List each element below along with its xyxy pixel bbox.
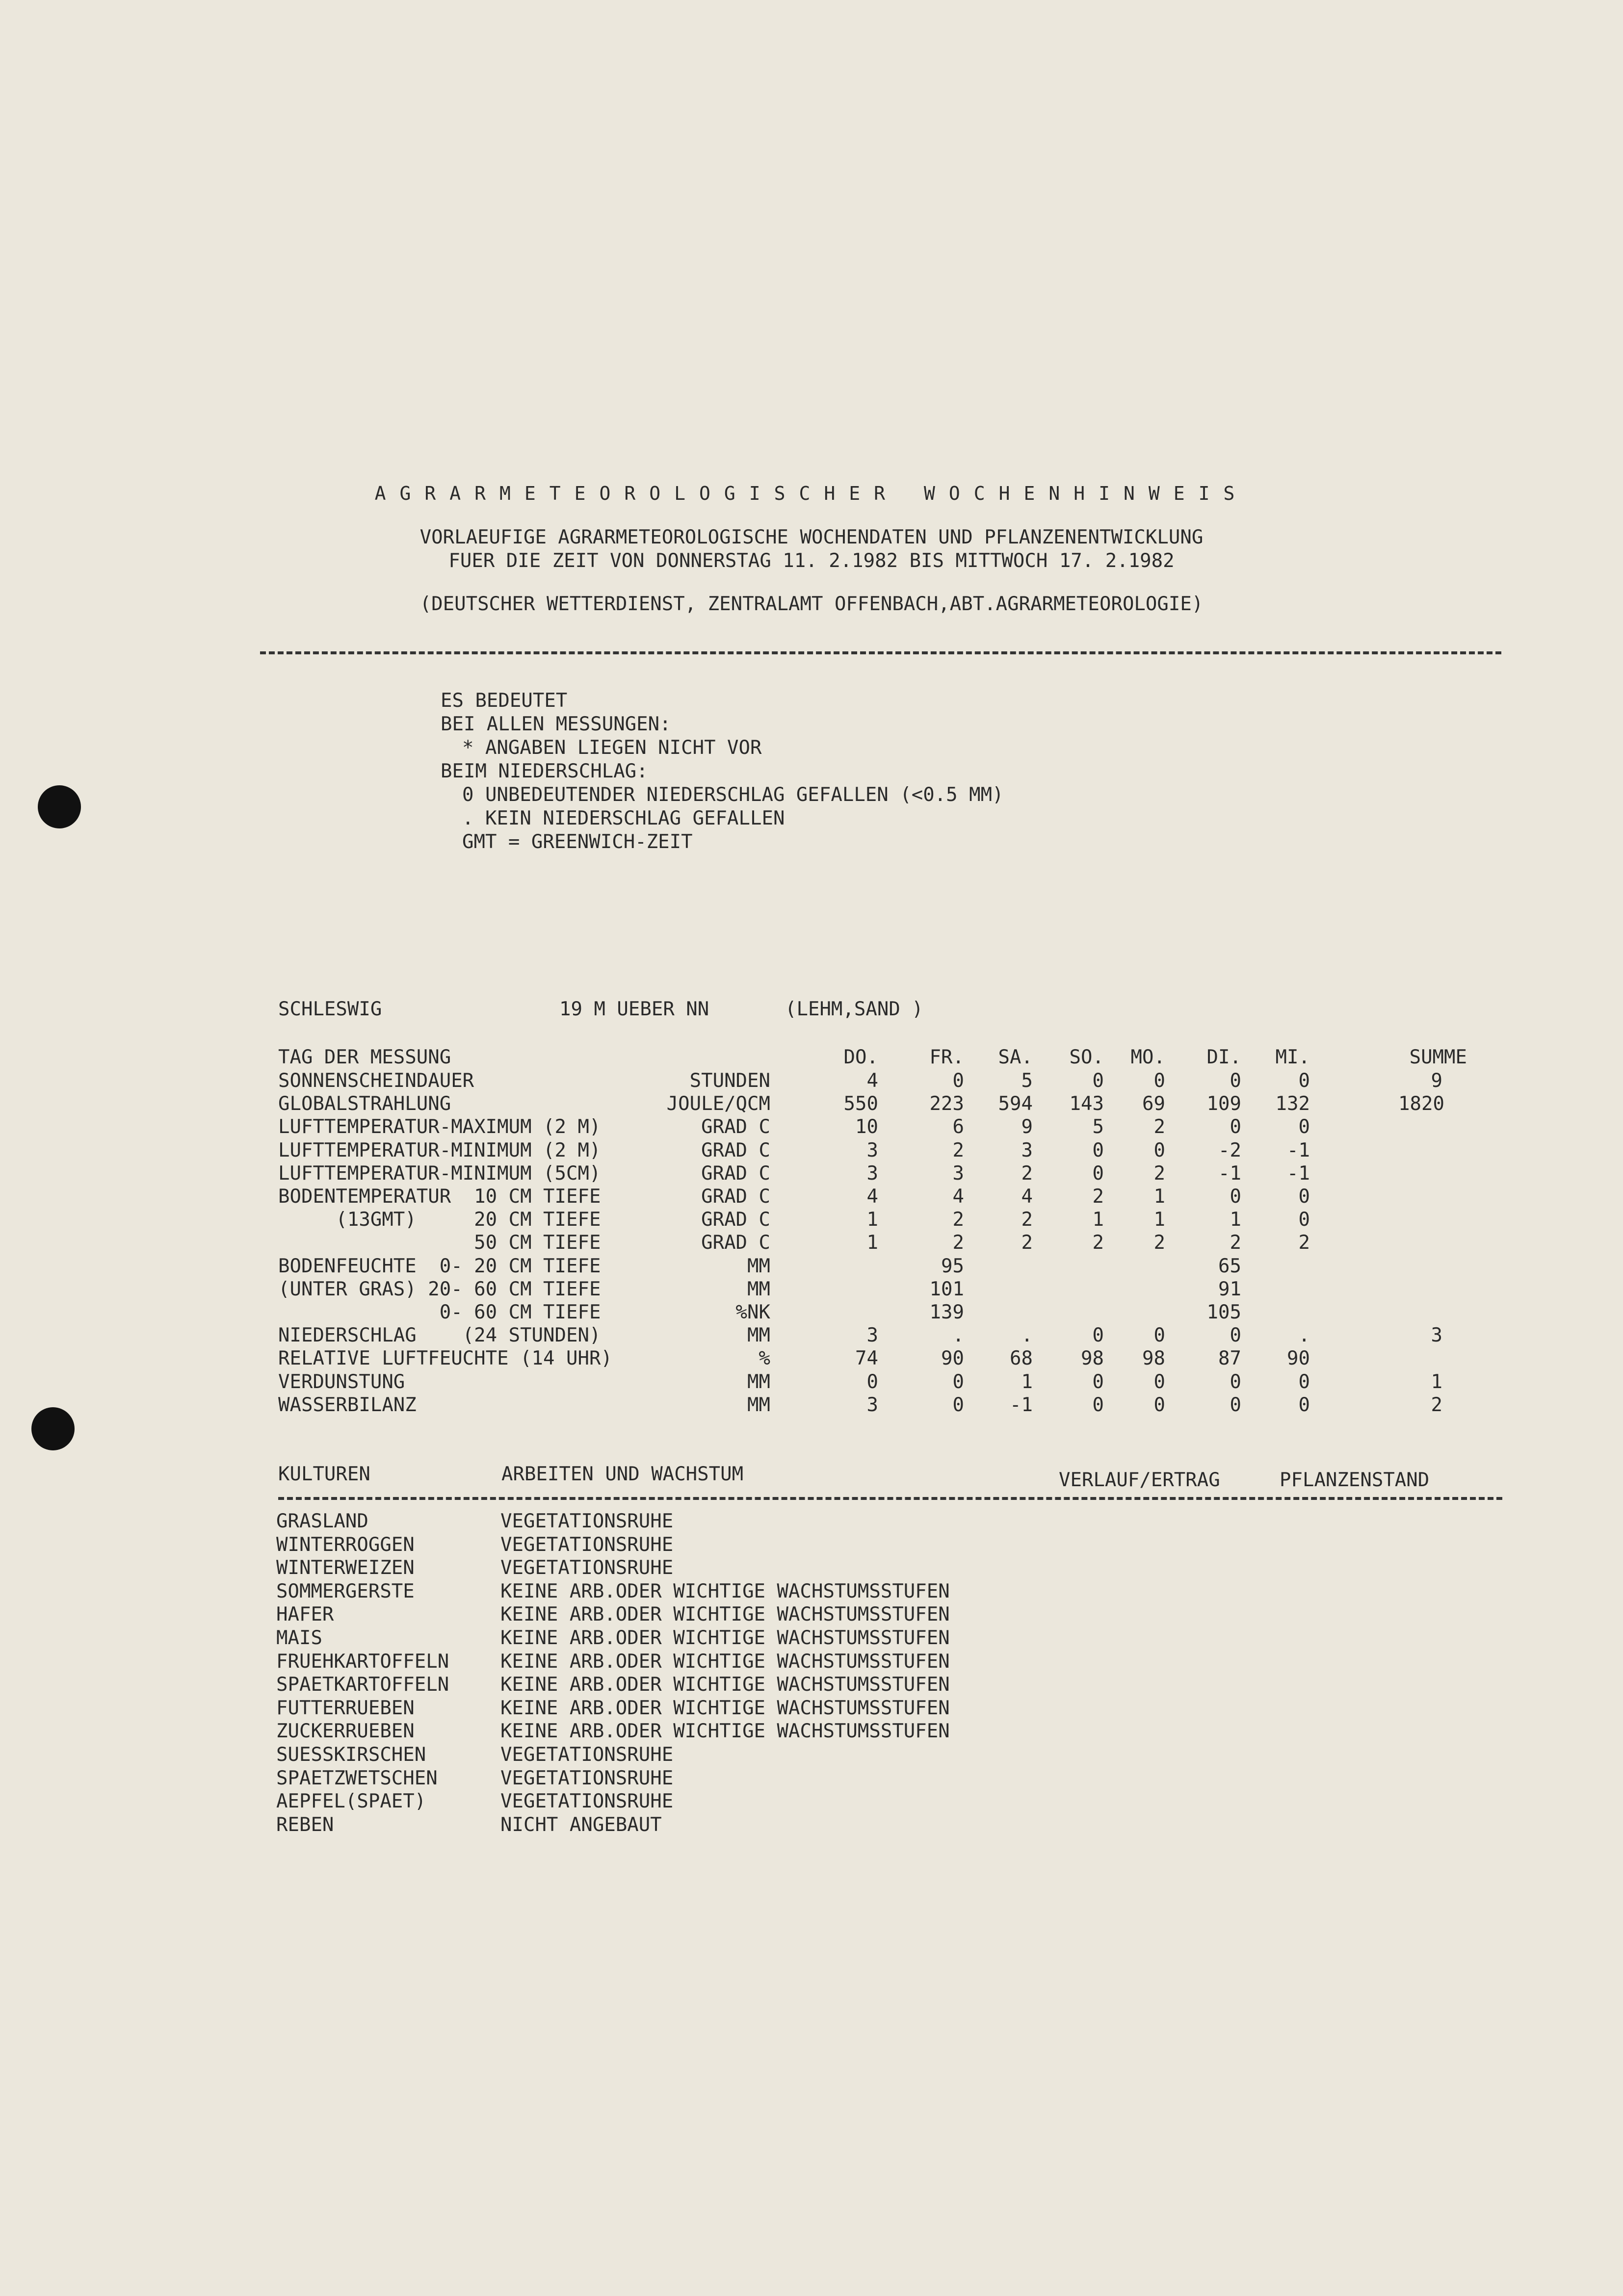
table-cell: 2	[1153, 1116, 1165, 1138]
crop-status: KEINE ARB.ODER WICHTIGE WACHSTUMSSTUFEN	[500, 1650, 950, 1673]
row-label: RELATIVE LUFTFEUCHTE (14 UHR)	[278, 1347, 612, 1370]
legend-line: BEI ALLEN MESSUNGEN:	[441, 713, 671, 735]
table-row	[0, 1370, 1623, 1394]
crop-name: WINTERROGGEN	[276, 1533, 415, 1556]
table-cell: 1	[1021, 1370, 1033, 1393]
table-cell: 90	[941, 1347, 964, 1370]
row-unit: STUNDEN	[689, 1070, 770, 1092]
table-cell: -1	[1218, 1162, 1241, 1185]
crop-name: AEPFEL(SPAET)	[276, 1790, 426, 1813]
row-label: LUFTTEMPERATUR-MINIMUM (5CM)	[278, 1162, 601, 1185]
table-cell: 0	[1092, 1324, 1104, 1347]
crop-name: SPAETZWETSCHEN	[276, 1767, 438, 1789]
table-cell: 0	[1230, 1324, 1241, 1347]
table-cell: 105	[1206, 1301, 1241, 1323]
table-cell: 87	[1218, 1347, 1241, 1370]
crop-status: VEGETATIONSRUHE	[500, 1533, 674, 1556]
punch-hole	[38, 785, 81, 828]
report-period: FUER DIE ZEIT VON DONNERSTAG 11. 2.1982 BIS MITTWOCH 17. 2.1982	[448, 550, 1175, 572]
crops-header-work: ARBEITEN UND WACHSTUM	[501, 1463, 744, 1485]
table-cell: 9	[1021, 1116, 1033, 1138]
crop-status: KEINE ARB.ODER WICHTIGE WACHSTUMSSTUFEN	[500, 1697, 950, 1719]
table-cell: 3	[866, 1393, 878, 1416]
table-cell: 101	[929, 1278, 964, 1300]
crop-name: FUTTERRUEBEN	[276, 1697, 415, 1719]
table-cell: 0	[1153, 1393, 1165, 1416]
crop-status: KEINE ARB.ODER WICHTIGE WACHSTUMSSTUFEN	[500, 1627, 950, 1649]
day-header: MI.	[1275, 1046, 1310, 1068]
table-cell: 69	[1142, 1093, 1165, 1115]
crops-header-yield: VERLAUF/ERTRAG	[1059, 1469, 1220, 1491]
table-cell: 0	[1230, 1186, 1241, 1208]
table-cell: 0	[1230, 1116, 1241, 1138]
table-cell: -1	[1287, 1162, 1310, 1185]
row-unit: %	[759, 1347, 770, 1370]
table-row	[0, 1185, 1623, 1209]
row-unit: GRAD C	[701, 1162, 770, 1185]
table-cell: 2	[1021, 1232, 1033, 1254]
row-label: NIEDERSCHLAG (24 STUNDEN)	[278, 1324, 601, 1347]
list-item	[0, 1626, 1623, 1650]
table-cell: 3	[866, 1162, 878, 1185]
crop-status: NICHT ANGEBAUT	[500, 1813, 662, 1836]
table-cell: 3	[866, 1139, 878, 1161]
table-header-row	[0, 1046, 1623, 1069]
table-cell: 68	[1010, 1347, 1033, 1370]
legend-line: BEIM NIEDERSCHLAG:	[441, 760, 648, 782]
table-row	[0, 1255, 1623, 1278]
crop-name: FRUEHKARTOFFELN	[276, 1650, 449, 1673]
sum-cell: 1	[1431, 1370, 1442, 1393]
table-row	[0, 1092, 1623, 1116]
row-label: BODENTEMPERATUR 10 CM TIEFE	[278, 1186, 601, 1208]
table-cell: 3	[952, 1162, 964, 1185]
crop-status: VEGETATIONSRUHE	[500, 1510, 674, 1532]
legend-line: 0 UNBEDEUTENDER NIEDERSCHLAG GEFALLEN (<0.5 MM)	[462, 784, 1004, 806]
crop-status: VEGETATIONSRUHE	[500, 1790, 674, 1813]
table-cell: 98	[1081, 1347, 1104, 1370]
table-cell: 594	[998, 1093, 1033, 1115]
list-item	[0, 1510, 1623, 1533]
table-cell: 143	[1069, 1093, 1104, 1115]
list-item	[0, 1790, 1623, 1813]
station-height: 19 M UEBER NN	[559, 998, 709, 1020]
table-row	[0, 1139, 1623, 1162]
list-item	[0, 1673, 1623, 1697]
crops-header-stand: PFLANZENSTAND	[1280, 1469, 1430, 1491]
station-name: SCHLESWIG	[278, 998, 382, 1020]
table-cell: 2	[1021, 1209, 1033, 1231]
table-cell: 2	[1298, 1232, 1310, 1254]
table-cell: 91	[1218, 1278, 1241, 1300]
crop-status: KEINE ARB.ODER WICHTIGE WACHSTUMSSTUFEN	[500, 1580, 950, 1602]
legend-line: . KEIN NIEDERSCHLAG GEFALLEN	[462, 807, 785, 829]
crop-status: KEINE ARB.ODER WICHTIGE WACHSTUMSSTUFEN	[500, 1720, 950, 1743]
sum-cell: 9	[1431, 1070, 1442, 1092]
table-cell: 2	[1092, 1186, 1104, 1208]
table-cell: 2	[1153, 1162, 1165, 1185]
crops-header-crop: KULTUREN	[278, 1463, 370, 1485]
table-cell: 95	[941, 1255, 964, 1277]
crop-name: ZUCKERRUEBEN	[276, 1720, 415, 1743]
table-cell: 1	[866, 1209, 878, 1231]
report-issuer: (DEUTSCHER WETTERDIENST, ZENTRALAMT OFFENBACH,ABT.AGRARMETEOROLOGIE)	[419, 593, 1204, 615]
list-item	[0, 1697, 1623, 1720]
row-label: LUFTTEMPERATUR-MAXIMUM (2 M)	[278, 1116, 601, 1138]
row-label: WASSERBILANZ	[278, 1393, 417, 1416]
table-cell: 90	[1287, 1347, 1310, 1370]
table-cell: 65	[1218, 1255, 1241, 1277]
table-cell: 0	[1092, 1370, 1104, 1393]
table-cell: 0	[866, 1370, 878, 1393]
table-cell: 1	[1153, 1186, 1165, 1208]
table-cell: 1	[1153, 1209, 1165, 1231]
row-label: BODENFEUCHTE 0- 20 CM TIEFE	[278, 1255, 601, 1277]
row-label: (UNTER GRAS) 20- 60 CM TIEFE	[278, 1278, 601, 1300]
crop-name: SUESSKIRSCHEN	[276, 1744, 426, 1766]
table-cell: 0	[1153, 1070, 1165, 1092]
day-header: SA.	[998, 1046, 1033, 1068]
table-cell: 0	[952, 1070, 964, 1092]
day-header: DO.	[843, 1046, 878, 1068]
list-item	[0, 1603, 1623, 1626]
table-cell: .	[1021, 1324, 1033, 1347]
crop-status: VEGETATIONSRUHE	[500, 1767, 674, 1789]
table-cell: 0	[1298, 1370, 1310, 1393]
table-row	[0, 1208, 1623, 1232]
table-cell: 2	[952, 1232, 964, 1254]
sum-cell: 1820	[1398, 1093, 1444, 1115]
table-cell: 2	[1153, 1232, 1165, 1254]
row-label: GLOBALSTRAHLUNG	[278, 1093, 451, 1115]
row-label: 50 CM TIEFE	[278, 1232, 601, 1254]
table-row	[0, 1278, 1623, 1301]
row-unit: GRAD C	[701, 1209, 770, 1231]
legend-line: GMT = GREENWICH-ZEIT	[462, 831, 693, 853]
row-unit: GRAD C	[701, 1232, 770, 1254]
table-cell: 0	[1230, 1393, 1241, 1416]
table-cell: 1	[866, 1232, 878, 1254]
report-title: AGRARMETEOROLOGISCHER WOCHENHINWEIS	[374, 483, 1249, 504]
table-cell: 2	[1021, 1162, 1033, 1185]
table-cell: 0	[1298, 1116, 1310, 1138]
table-cell: 223	[929, 1093, 964, 1115]
table-cell: 0	[1230, 1370, 1241, 1393]
table-cell: .	[1298, 1324, 1310, 1347]
table-cell: 4	[952, 1186, 964, 1208]
row-label: VERDUNSTUNG	[278, 1370, 405, 1393]
day-header: DI.	[1206, 1046, 1241, 1068]
table-cell: 0	[1092, 1393, 1104, 1416]
table-cell: 1	[1230, 1209, 1241, 1231]
report-subtitle: VORLAEUFIGE AGRARMETEOROLOGISCHE WOCHENDATEN UND PFLANZENENTWICKLUNG	[419, 526, 1204, 548]
table-cell: 3	[1021, 1139, 1033, 1161]
table-cell: 0	[1153, 1370, 1165, 1393]
table-cell: 0	[1298, 1393, 1310, 1416]
list-item	[0, 1650, 1623, 1674]
table-cell: 132	[1275, 1093, 1310, 1115]
table-cell: 2	[952, 1209, 964, 1231]
list-item	[0, 1720, 1623, 1743]
table-row	[0, 1347, 1623, 1370]
table-cell: 0	[1092, 1139, 1104, 1161]
row-unit: MM	[747, 1393, 770, 1416]
table-cell: .	[952, 1324, 964, 1347]
day-header: FR.	[929, 1046, 964, 1068]
table-cell: 0	[1153, 1324, 1165, 1347]
row-label: LUFTTEMPERATUR-MINIMUM (2 M)	[278, 1139, 601, 1161]
crop-status: VEGETATIONSRUHE	[500, 1744, 674, 1766]
list-item	[0, 1533, 1623, 1557]
table-cell: 550	[843, 1093, 878, 1115]
divider	[278, 1497, 1502, 1500]
station-soil: (LEHM,SAND )	[785, 998, 923, 1020]
row-unit: JOULE/QCM	[666, 1093, 770, 1115]
row-unit: MM	[747, 1255, 770, 1277]
table-cell: -2	[1218, 1139, 1241, 1161]
row-unit: GRAD C	[701, 1139, 770, 1161]
table-cell: 2	[952, 1139, 964, 1161]
table-cell: 4	[1021, 1186, 1033, 1208]
table-cell: 0	[952, 1370, 964, 1393]
day-header: MO.	[1130, 1046, 1165, 1068]
row-unit: MM	[747, 1370, 770, 1393]
table-row	[0, 1301, 1623, 1324]
table-cell: 4	[866, 1186, 878, 1208]
row-unit: %NK	[735, 1301, 770, 1323]
row-label: 0- 60 CM TIEFE	[278, 1301, 601, 1323]
table-cell: 2	[1230, 1232, 1241, 1254]
table-cell: 0	[1153, 1139, 1165, 1161]
legend-line: ES BEDEUTET	[441, 690, 568, 712]
table-cell: -1	[1010, 1393, 1033, 1416]
crop-name: MAIS	[276, 1627, 322, 1649]
crop-status: VEGETATIONSRUHE	[500, 1557, 674, 1579]
table-cell: 0	[1230, 1070, 1241, 1092]
table-cell: 0	[1298, 1186, 1310, 1208]
list-item	[0, 1580, 1623, 1603]
table-cell: 0	[1092, 1070, 1104, 1092]
crop-name: GRASLAND	[276, 1510, 368, 1532]
table-row	[0, 1162, 1623, 1186]
table-cell: 98	[1142, 1347, 1165, 1370]
row-label: (13GMT) 20 CM TIEFE	[278, 1209, 601, 1231]
list-item	[0, 1556, 1623, 1580]
crop-status: KEINE ARB.ODER WICHTIGE WACHSTUMSSTUFEN	[500, 1603, 950, 1626]
legend-line: * ANGABEN LIEGEN NICHT VOR	[462, 737, 762, 759]
table-cell: 5	[1021, 1070, 1033, 1092]
table-cell: 0	[952, 1393, 964, 1416]
sum-cell: 2	[1431, 1393, 1442, 1416]
table-cell: 0	[1298, 1070, 1310, 1092]
list-item	[0, 1767, 1623, 1790]
table-cell: 4	[866, 1070, 878, 1092]
table-row	[0, 1069, 1623, 1093]
table-cell: 6	[952, 1116, 964, 1138]
table-cell: -1	[1287, 1139, 1310, 1161]
table-cell: 139	[929, 1301, 964, 1323]
row-label: SONNENSCHEINDAUER	[278, 1070, 474, 1092]
row-unit: MM	[747, 1324, 770, 1347]
crop-name: SOMMERGERSTE	[276, 1580, 415, 1602]
sum-header: SUMME	[1409, 1046, 1467, 1068]
table-cell: 3	[866, 1324, 878, 1347]
table-cell: 0	[1298, 1209, 1310, 1231]
crop-name: REBEN	[276, 1813, 334, 1836]
table-row	[0, 1324, 1623, 1347]
row-unit: GRAD C	[701, 1116, 770, 1138]
day-header: SO.	[1069, 1046, 1104, 1068]
table-cell: 0	[1092, 1162, 1104, 1185]
crop-name: HAFER	[276, 1603, 334, 1626]
table-cell: 2	[1092, 1232, 1104, 1254]
table-cell: 1	[1092, 1209, 1104, 1231]
table-cell: 109	[1206, 1093, 1241, 1115]
table-cell: 5	[1092, 1116, 1104, 1138]
row-unit: GRAD C	[701, 1186, 770, 1208]
table-row	[0, 1393, 1623, 1417]
crop-name: WINTERWEIZEN	[276, 1557, 415, 1579]
table-row	[0, 1115, 1623, 1139]
crop-name: SPAETKARTOFFELN	[276, 1674, 449, 1696]
list-item	[0, 1743, 1623, 1767]
row-unit: MM	[747, 1278, 770, 1300]
list-item	[0, 1813, 1623, 1837]
crop-status: KEINE ARB.ODER WICHTIGE WACHSTUMSSTUFEN	[500, 1674, 950, 1696]
sum-cell: 3	[1431, 1324, 1442, 1347]
table-row	[0, 1231, 1623, 1255]
table-header-label: TAG DER MESSUNG	[278, 1046, 451, 1068]
divider	[260, 651, 1501, 654]
table-cell: 74	[855, 1347, 878, 1370]
table-cell: 10	[855, 1116, 878, 1138]
